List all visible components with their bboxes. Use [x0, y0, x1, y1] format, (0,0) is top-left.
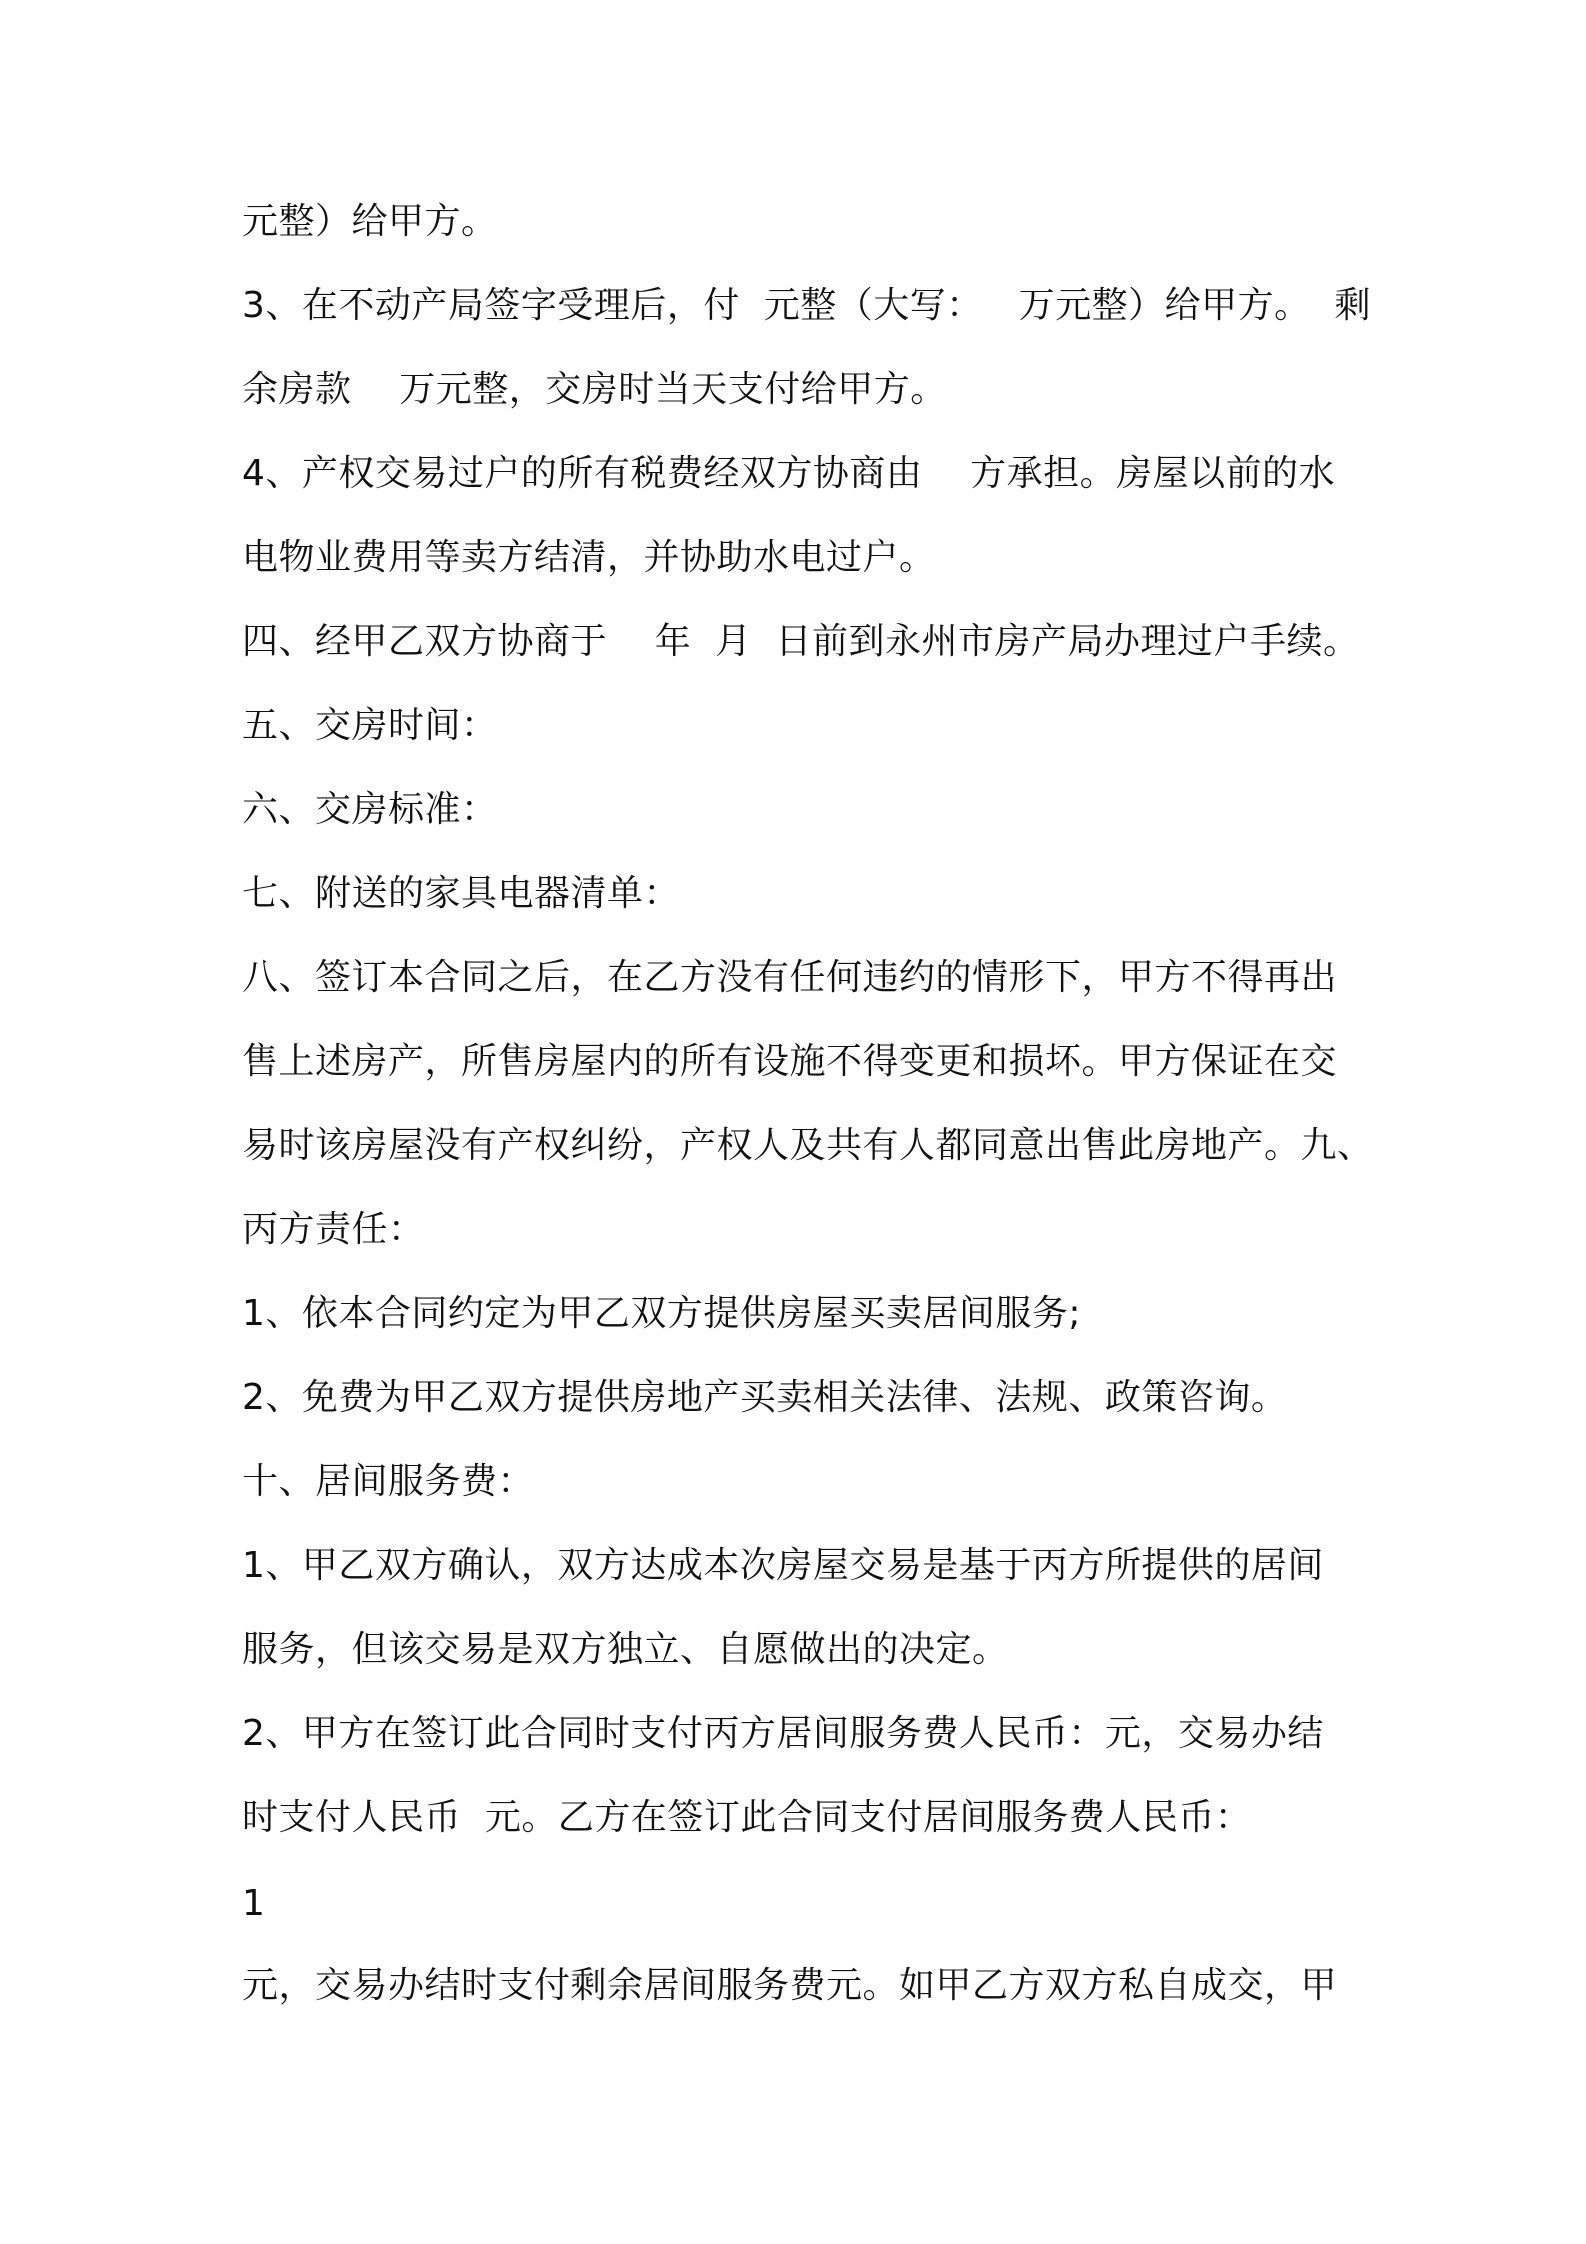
- text-line: 元，交易办结时支付剩余居间服务费元。如甲乙方双方私自成交，甲: [242, 1965, 1338, 2006]
- text-line: 元整）给甲方。: [242, 201, 498, 242]
- text-line: 电物业费用等卖方结清，并协助水电过户。: [242, 537, 936, 578]
- text-line: 4、产权交易过户的所有税费经双方协商由 方承担。房屋以前的水: [242, 453, 1336, 494]
- text-line: 丙方责任：: [242, 1209, 425, 1250]
- text-line: 2、甲方在签订此合同时支付丙方居间服务费人民币：元，交易办结: [242, 1713, 1324, 1754]
- text-line: 售上述房产，所售房屋内的所有设施不得变更和损坏。甲方保证在交: [242, 1041, 1338, 1082]
- text-line: 易时该房屋没有产权纠纷，产权人及共有人都同意出售此房地产。九、: [242, 1125, 1374, 1166]
- text-line: 1、依本合同约定为甲乙双方提供房屋买卖居间服务;: [242, 1293, 1082, 1334]
- text-line: 八、签订本合同之后，在乙方没有任何违约的情形下，甲方不得再出: [242, 957, 1338, 998]
- text-line: 1、甲乙双方确认，双方达成本次房屋交易是基于丙方所提供的居间: [242, 1545, 1324, 1586]
- text-line: 七、附送的家具电器清单：: [242, 873, 681, 914]
- text-line: 余房款 万元整，交房时当天支付给甲方。: [242, 369, 947, 410]
- text-line: 六、交房标准：: [242, 789, 498, 830]
- page-number: 1: [242, 1883, 265, 1924]
- text-line: 服务，但该交易是双方独立、自愿做出的决定。: [242, 1629, 1009, 1670]
- text-line: 3、在不动产局签字受理后，付 元整（大写： 万元整）给甲方。 剩: [242, 285, 1372, 326]
- text-line: 五、交房时间：: [242, 705, 498, 746]
- text-line: 2、免费为甲乙双方提供房地产买卖相关法律、法规、政策咨询。: [242, 1377, 1288, 1418]
- text-line: 十、居间服务费：: [242, 1461, 535, 1502]
- text-line: 时支付人民币 元。乙方在签订此合同支付居间服务费人民币：: [242, 1797, 1252, 1838]
- text-line: 四、经甲乙双方协商于 年 月 日前到永州市房产局办理过户手续。: [242, 621, 1360, 662]
